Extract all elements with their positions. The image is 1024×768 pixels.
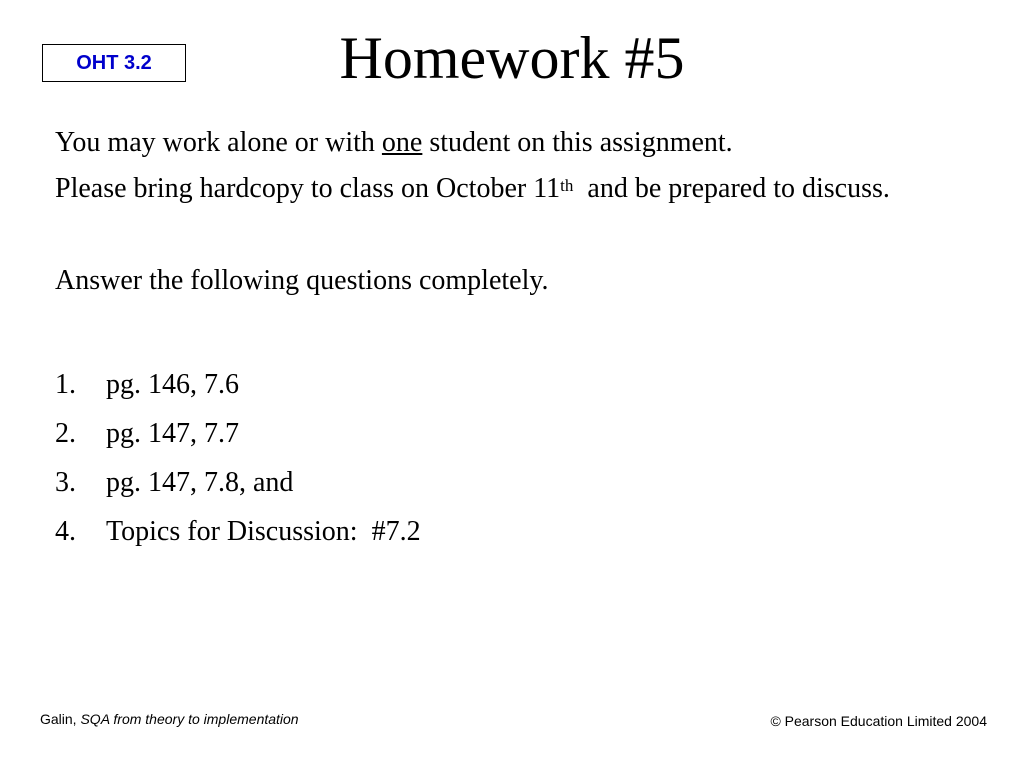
instruction-text: Answer the following questions completely. <box>55 265 549 296</box>
question-item <box>55 409 985 458</box>
slide-number-label: OHT 3.2 <box>76 51 152 74</box>
work-partner-note-start: You may work alone or with <box>55 127 382 158</box>
underlined-word: one <box>381 127 423 158</box>
question-item <box>55 360 985 409</box>
question-text: pg. 147, 7.8, and <box>106 467 294 498</box>
due-date-note <box>55 172 985 206</box>
question-text: pg. 146, 7.6 <box>106 369 239 400</box>
date-ordinal-suffix: th <box>560 176 574 195</box>
question-number: 1. <box>55 369 76 400</box>
work-partner-note <box>55 122 985 164</box>
footer-author: Galin, <box>40 711 81 727</box>
footer-copyright: © Pearson Education Limited 2004 <box>770 713 987 729</box>
work-partner-note-end: student on this assignment. <box>422 127 733 158</box>
question-number: 3. <box>55 467 76 498</box>
due-date-note-end: and be prepared to discuss. <box>573 173 890 204</box>
question-number: 4. <box>55 516 76 547</box>
slide-title: Homework #5 <box>339 25 685 91</box>
footer-source <box>40 711 299 727</box>
question-item <box>55 507 985 556</box>
due-date-note-start: Please bring hardcopy to class on October 11 <box>55 173 561 204</box>
question-number: 2. <box>55 418 76 449</box>
question-item <box>55 458 985 507</box>
slide-body <box>55 122 985 556</box>
footer-book-title: SQA from theory to implementation <box>80 711 299 727</box>
question-text: pg. 147, 7.7 <box>106 418 239 449</box>
question-list <box>55 360 985 556</box>
question-text: Topics for Discussion: #7.2 <box>106 516 421 547</box>
